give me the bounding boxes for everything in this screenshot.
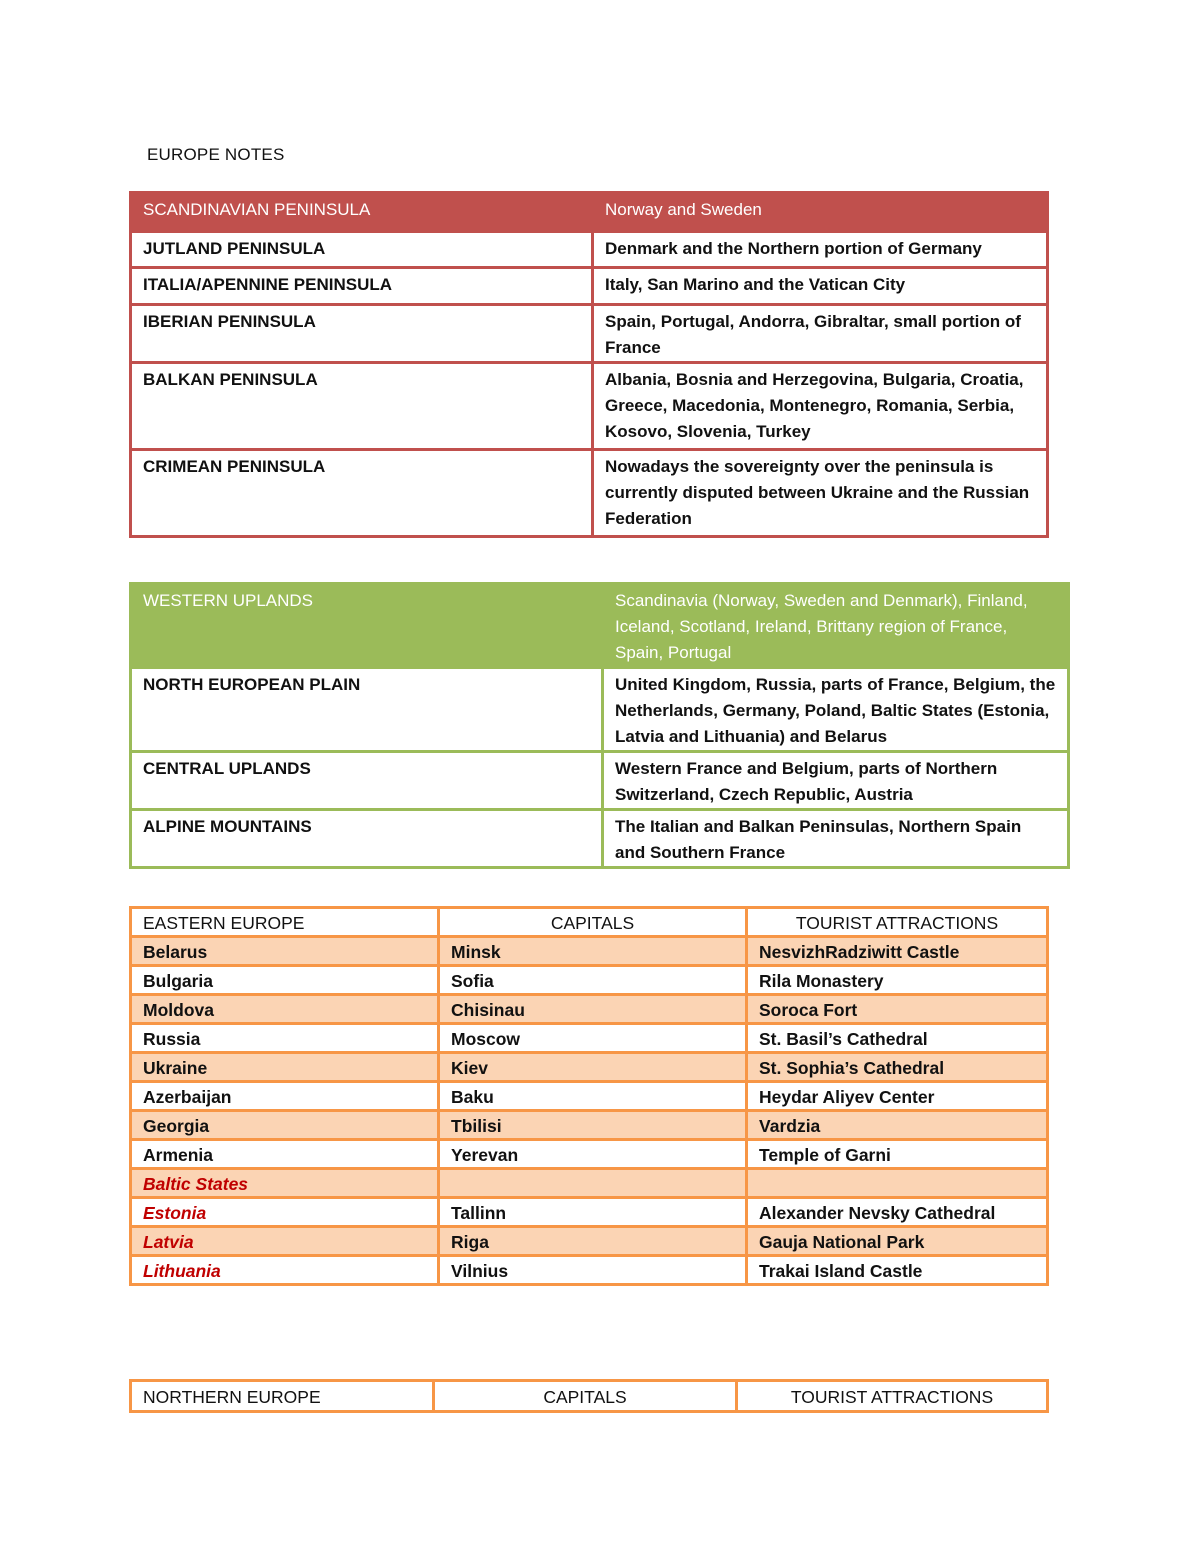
eastern-europe-table	[129, 906, 1049, 1286]
table-header-row	[131, 908, 1048, 937]
capital-cell: Riga	[439, 1227, 747, 1256]
peninsula-countries: Denmark and the Northern portion of Germany	[593, 232, 1048, 268]
country-cell: Bulgaria	[131, 966, 439, 995]
capital-cell: Tbilisi	[439, 1111, 747, 1140]
table-row	[131, 305, 1048, 363]
peninsula-table	[129, 191, 1049, 538]
table-row	[131, 363, 1048, 450]
capital-cell: Baku	[439, 1082, 747, 1111]
peninsula-name: BALKAN PENINSULA	[131, 363, 593, 450]
column-header-capitals: CAPITALS	[434, 1381, 737, 1412]
column-header-attractions: TOURIST ATTRACTIONS	[747, 908, 1048, 937]
column-header-attractions: TOURIST ATTRACTIONS	[737, 1381, 1048, 1412]
column-header-region: NORTHERN EUROPE	[131, 1381, 434, 1412]
table-row	[131, 450, 1048, 537]
table-row	[131, 752, 1069, 810]
attraction-cell	[747, 1169, 1048, 1198]
landform-name: NORTH EUROPEAN PLAIN	[131, 668, 603, 752]
peninsula-name: ITALIA/APENNINE PENINSULA	[131, 268, 593, 305]
table-header-row	[131, 1381, 1048, 1412]
country-cell: Georgia	[131, 1111, 439, 1140]
peninsula-name: SCANDINAVIAN PENINSULA	[131, 193, 593, 232]
peninsula-countries: Spain, Portugal, Andorra, Gibraltar, small portion of France	[593, 305, 1048, 363]
country-cell: Belarus	[131, 937, 439, 966]
attraction-cell: St. Sophia’s Cathedral	[747, 1053, 1048, 1082]
table-row	[131, 937, 1048, 966]
landform-countries: United Kingdom, Russia, parts of France, Belgium, the Netherlands, Germany, Poland, Baltic States (Estonia, Latvia and Lithuania) and Belarus	[603, 668, 1069, 752]
northern-europe-table	[129, 1379, 1049, 1413]
column-header-region: EASTERN EUROPE	[131, 908, 439, 937]
table-row	[131, 668, 1069, 752]
country-cell: Ukraine	[131, 1053, 439, 1082]
peninsula-countries: Norway and Sweden	[593, 193, 1048, 232]
landform-name: WESTERN UPLANDS	[131, 584, 603, 668]
peninsula-name: JUTLAND PENINSULA	[131, 232, 593, 268]
table-row	[131, 1140, 1048, 1169]
table-row	[131, 1024, 1048, 1053]
peninsula-countries: Albania, Bosnia and Herzegovina, Bulgaria, Croatia, Greece, Macedonia, Montenegro, Romania, Serbia, Kosovo, Slovenia, Turkey	[593, 363, 1048, 450]
attraction-cell: Gauja National Park	[747, 1227, 1048, 1256]
table-row	[131, 966, 1048, 995]
attraction-cell: NesvizhRadziwitt Castle	[747, 937, 1048, 966]
country-cell: Armenia	[131, 1140, 439, 1169]
table-header-row	[131, 584, 1069, 668]
table-row	[131, 995, 1048, 1024]
attraction-cell: St. Basil’s Cathedral	[747, 1024, 1048, 1053]
capital-cell: Kiev	[439, 1053, 747, 1082]
country-cell: Lithuania	[131, 1256, 439, 1285]
peninsula-countries: Italy, San Marino and the Vatican City	[593, 268, 1048, 305]
capital-cell: Moscow	[439, 1024, 747, 1053]
attraction-cell: Alexander Nevsky Cathedral	[747, 1198, 1048, 1227]
capital-cell: Tallinn	[439, 1198, 747, 1227]
capital-cell: Yerevan	[439, 1140, 747, 1169]
country-cell: Latvia	[131, 1227, 439, 1256]
landform-name: CENTRAL UPLANDS	[131, 752, 603, 810]
landform-name: ALPINE MOUNTAINS	[131, 810, 603, 868]
table-header-row	[131, 193, 1048, 232]
attraction-cell: Soroca Fort	[747, 995, 1048, 1024]
landform-table	[129, 582, 1070, 869]
peninsula-name: IBERIAN PENINSULA	[131, 305, 593, 363]
peninsula-name: CRIMEAN PENINSULA	[131, 450, 593, 537]
attraction-cell: Vardzia	[747, 1111, 1048, 1140]
capital-cell: Chisinau	[439, 995, 747, 1024]
table-row	[131, 1053, 1048, 1082]
attraction-cell: Trakai Island Castle	[747, 1256, 1048, 1285]
column-header-capitals: CAPITALS	[439, 908, 747, 937]
landform-countries: Scandinavia (Norway, Sweden and Denmark), Finland, Iceland, Scotland, Ireland, Brittany region of France, Spain, Portugal	[603, 584, 1069, 668]
table-row	[131, 1227, 1048, 1256]
country-cell: Moldova	[131, 995, 439, 1024]
attraction-cell: Heydar Aliyev Center	[747, 1082, 1048, 1111]
table-row	[131, 810, 1069, 868]
peninsula-countries: Nowadays the sovereignty over the peninsula is currently disputed between Ukraine and the Russian Federation	[593, 450, 1048, 537]
table-row	[131, 268, 1048, 305]
table-row	[131, 1169, 1048, 1198]
landform-countries: Western France and Belgium, parts of Northern Switzerland, Czech Republic, Austria	[603, 752, 1069, 810]
country-cell: Estonia	[131, 1198, 439, 1227]
capital-cell: Sofia	[439, 966, 747, 995]
country-cell: Azerbaijan	[131, 1082, 439, 1111]
table-row	[131, 1111, 1048, 1140]
capital-cell: Minsk	[439, 937, 747, 966]
landform-countries: The Italian and Balkan Peninsulas, Northern Spain and Southern France	[603, 810, 1069, 868]
country-cell: Baltic States	[131, 1169, 439, 1198]
capital-cell	[439, 1169, 747, 1198]
attraction-cell: Temple of Garni	[747, 1140, 1048, 1169]
country-cell: Russia	[131, 1024, 439, 1053]
capital-cell: Vilnius	[439, 1256, 747, 1285]
attraction-cell: Rila Monastery	[747, 966, 1048, 995]
table-row	[131, 1256, 1048, 1285]
table-row	[131, 232, 1048, 268]
table-row	[131, 1082, 1048, 1111]
page-title: EUROPE NOTES	[147, 145, 285, 164]
table-row	[131, 1198, 1048, 1227]
